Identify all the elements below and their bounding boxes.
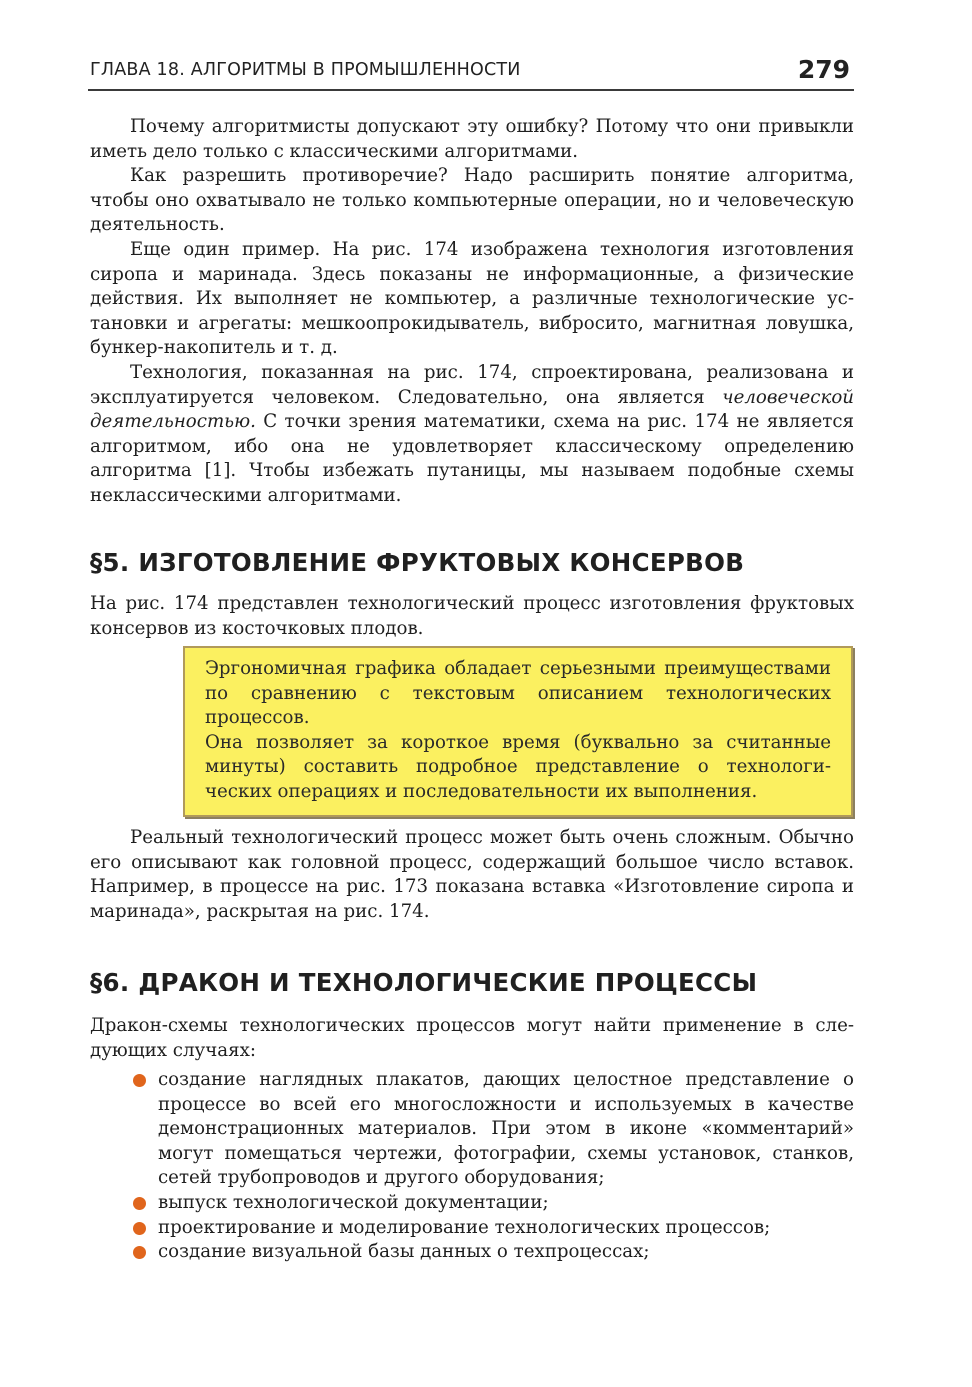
paragraph-technology xyxy=(90,361,854,509)
intro-text xyxy=(90,115,854,509)
paragraph-text: Технология, показанная на рис. 174, спроектирована, реализована и эксплуатируется человеком. Следовательно, она является xyxy=(90,361,854,408)
list-item xyxy=(90,1240,854,1265)
section6-lead xyxy=(90,1014,854,1063)
paragraph: Еще один пример. На рис. 174 изображена технология изготовления сиропа и маринада. Здесь показаны не информационные, а физические действия. Их выполняет не компьютер, а различные технологические установки и агрегаты: мешкоопрокидыватель, вибросито, магнитная ловушка, бункер-накопитель и т. д. xyxy=(90,238,854,359)
callout-paragraph: Она позволяет за короткое время (буквально за считанные минуты) составить подробное представление о технологических операциях и последовательности их выполнения. xyxy=(205,731,831,802)
section5-lead xyxy=(90,592,854,641)
list-item-text: проектирование и моделирование технологических процессов; xyxy=(158,1216,771,1238)
page-number: 279 xyxy=(797,55,850,84)
application-list xyxy=(90,1068,854,1265)
callout-paragraph: Эргономичная графика обладает серьезными преимуществами по сравнению с текстовым описанием технологических процессов. xyxy=(205,658,831,729)
paragraph-text: С точки зрения математики, схема на рис. 174 не является алгоритмом, ибо она не удовлетворяет классическому определению алгоритма [1]. Чтобы избежать путаницы, мы называем подобные схемы неклассическими алгоритмами. xyxy=(90,411,854,506)
section5-body xyxy=(90,826,854,924)
section-heading-5: §5. ИЗГОТОВЛЕНИЕ ФРУКТОВЫХ КОНСЕРВОВ xyxy=(90,548,745,577)
list-item xyxy=(90,1068,854,1191)
emphasis-text: человеческой деятельностью. xyxy=(90,386,854,433)
paragraph: На рис. 174 представлен технологический процесс изготовления фруктовых консервов из косточковых плодов. xyxy=(90,593,854,639)
list-item xyxy=(90,1191,854,1216)
section-heading-6: §6. ДРАКОН И ТЕХНОЛОГИЧЕСКИЕ ПРОЦЕССЫ xyxy=(90,968,758,997)
bullet-dot-icon xyxy=(133,1246,146,1259)
list-item xyxy=(90,1216,854,1241)
list-item-text: выпуск технологической документации; xyxy=(158,1191,549,1213)
header-rule xyxy=(88,89,854,91)
bullet-dot-icon xyxy=(133,1222,146,1235)
chapter-title: ГЛАВА 18. АЛГОРИТМЫ В ПРОМЫШЛЕННОСТИ xyxy=(90,60,521,80)
bullet-dot-icon xyxy=(133,1074,146,1087)
paragraph: Дракон-схемы технологических процессов могут найти применение в следующих случаях: xyxy=(90,1015,854,1061)
ergonomics-callout-box xyxy=(183,646,853,817)
paragraph: Как разрешить противоречие? Надо расширить понятие алгоритма, чтобы оно охватывало не только компьютерные операции, но и человеческую деятельность. xyxy=(90,165,854,236)
paragraph: Почему алгоритмисты допускают эту ошибку? Потому что они привыкли иметь дело только с классическими алгоритмами. xyxy=(90,116,854,162)
running-header xyxy=(90,50,850,84)
list-item-text: создание визуальной базы данных о техпроцессах; xyxy=(158,1241,650,1263)
list-item-text: создание наглядных плакатов, дающих целостное представление о процессе во всей его многосложности и используемых в качестве демонстрационных материалов. При этом в иконе «комментарий» могут помещаться чертежи, фотографии, схемы установок, станков, сетей трубопроводов и другого оборудования; xyxy=(158,1069,854,1189)
bullet-dot-icon xyxy=(133,1197,146,1210)
paragraph: Реальный технологический процесс может быть очень сложным. Обычно его описывают как головной процесс, содержащий большое число вставок. Например, в процессе на рис. 173 показана вставка «Изготовление сиропа и маринада», раскрытая на рис. 174. xyxy=(90,827,854,922)
